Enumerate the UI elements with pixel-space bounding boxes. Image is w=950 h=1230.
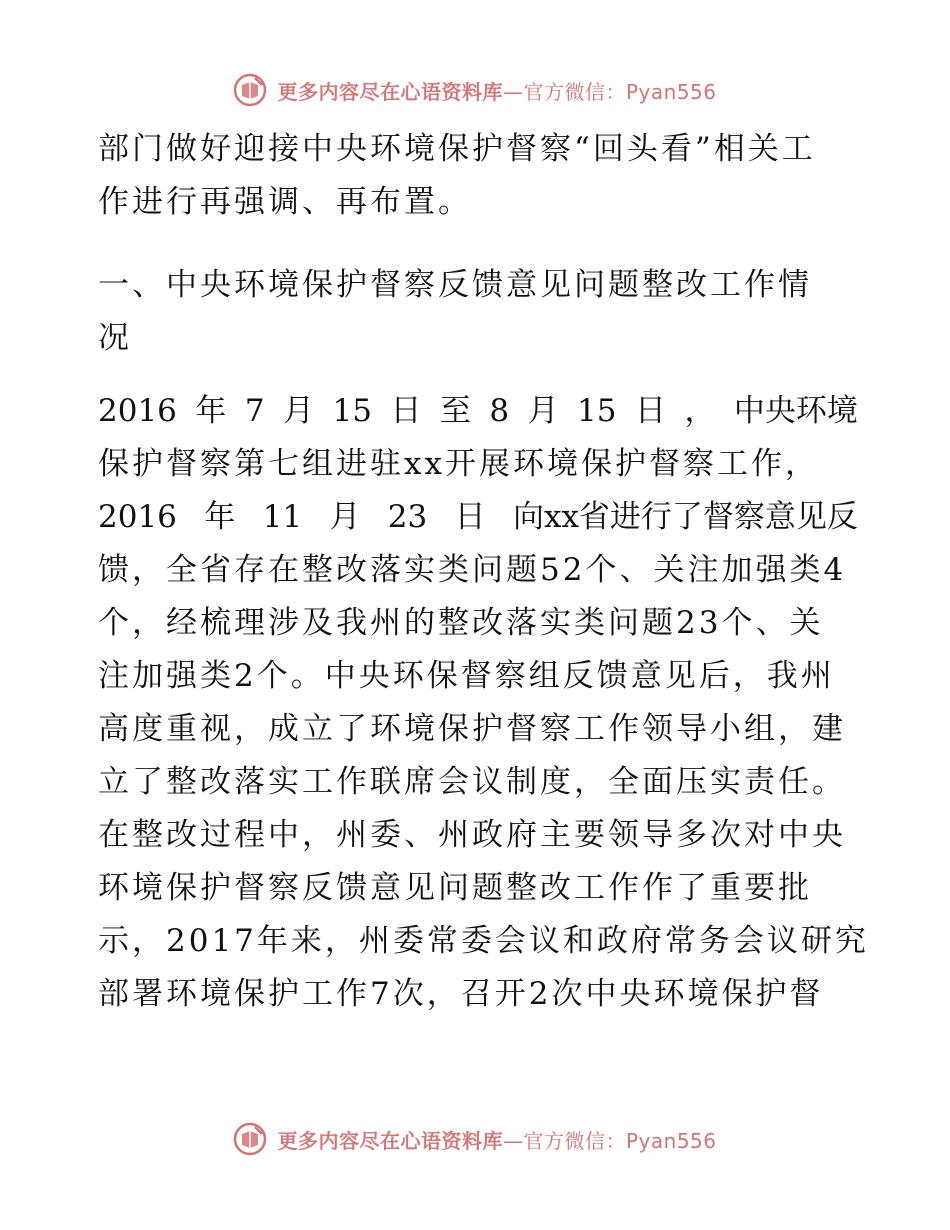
- body-token: 向xx省进行了督察意见反: [512, 499, 858, 535]
- intro-line-2: 作进行再强调、再布置。: [98, 184, 472, 220]
- watermark-main-text: 更多内容尽在心语资料库: [277, 79, 503, 104]
- body-line-12: 部署环境保护工作7次，召开2次中央环境保护督: [98, 976, 824, 1012]
- watermark-wechat-id: Pyan556: [625, 79, 717, 104]
- body-line-5: 个，经梳理涉及我州的整改落实类问题23个、关: [98, 605, 824, 641]
- intro-line-1: 部门做好迎接中央环境保护督察“回头看”相关工: [98, 131, 816, 167]
- body-token: 年: [195, 393, 227, 429]
- body-token: 15: [577, 393, 617, 429]
- watermark-main-text: 更多内容尽在心语资料库: [277, 1128, 503, 1153]
- watermark-banner-bottom: [0, 1119, 950, 1159]
- body-line-3: [98, 491, 858, 544]
- body-token: 至: [439, 393, 471, 429]
- body-line-1: [98, 385, 858, 438]
- body-token: 日: [390, 393, 422, 429]
- body-token: 中央环境: [733, 393, 858, 429]
- body-line-4: 馈，全省存在整改落实类问题52个、关注加强类4: [98, 552, 847, 588]
- body-token: 7: [244, 393, 265, 429]
- body-token: 日: [454, 499, 486, 535]
- book-logo-icon: [233, 73, 267, 107]
- body-token: 日: [634, 393, 666, 429]
- section-heading-line-1: 一、中央环境保护督察反馈意见问题整改工作情: [98, 267, 812, 303]
- watermark-wechat-label: 官方微信：: [523, 1128, 626, 1153]
- body-line-9: 在整改过程中，州委、州政府主要领导多次对中央: [98, 817, 846, 853]
- watermark-separator: —: [502, 79, 524, 104]
- body-token: 2016: [98, 393, 177, 429]
- body-token: 15: [332, 393, 372, 429]
- body-token: 月: [527, 393, 559, 429]
- watermark-wechat-id: Pyan556: [625, 1128, 717, 1153]
- body-line-2: 保护督察第七组进驻xx开展环境保护督察工作，: [98, 446, 819, 482]
- body-token: 23: [387, 499, 428, 535]
- section-heading-line-2: 况: [98, 320, 132, 356]
- body-line-8: 立了整改落实工作联席会议制度，全面压实责任。: [98, 764, 846, 800]
- body-token: 8: [489, 393, 510, 429]
- watermark-text: [277, 1125, 716, 1154]
- watermark-banner-top: [0, 70, 950, 110]
- body-line-11: 示，2017年来，州委常委会议和政府常务会议研究: [98, 923, 869, 959]
- document-body: [98, 123, 869, 1021]
- body-line-6: 注加强类2个。中央环保督察组反馈意见后，我州: [98, 658, 835, 694]
- body-token: ，: [684, 393, 716, 429]
- body-line-7: 高度重视，成立了环境保护督察工作领导小组，建: [98, 711, 846, 747]
- body-token: 月: [283, 393, 315, 429]
- book-logo-icon: [233, 1122, 267, 1156]
- body-token: 月: [329, 499, 361, 535]
- body-token: 11: [262, 499, 303, 535]
- body-token: 2016: [98, 499, 177, 535]
- watermark-text: [277, 76, 716, 105]
- body-line-10: 环境保护督察反馈意见问题整改工作作了重要批: [98, 870, 812, 906]
- body-token: 年: [204, 499, 236, 535]
- watermark-wechat-label: 官方微信：: [523, 79, 626, 104]
- watermark-separator: —: [502, 1128, 524, 1153]
